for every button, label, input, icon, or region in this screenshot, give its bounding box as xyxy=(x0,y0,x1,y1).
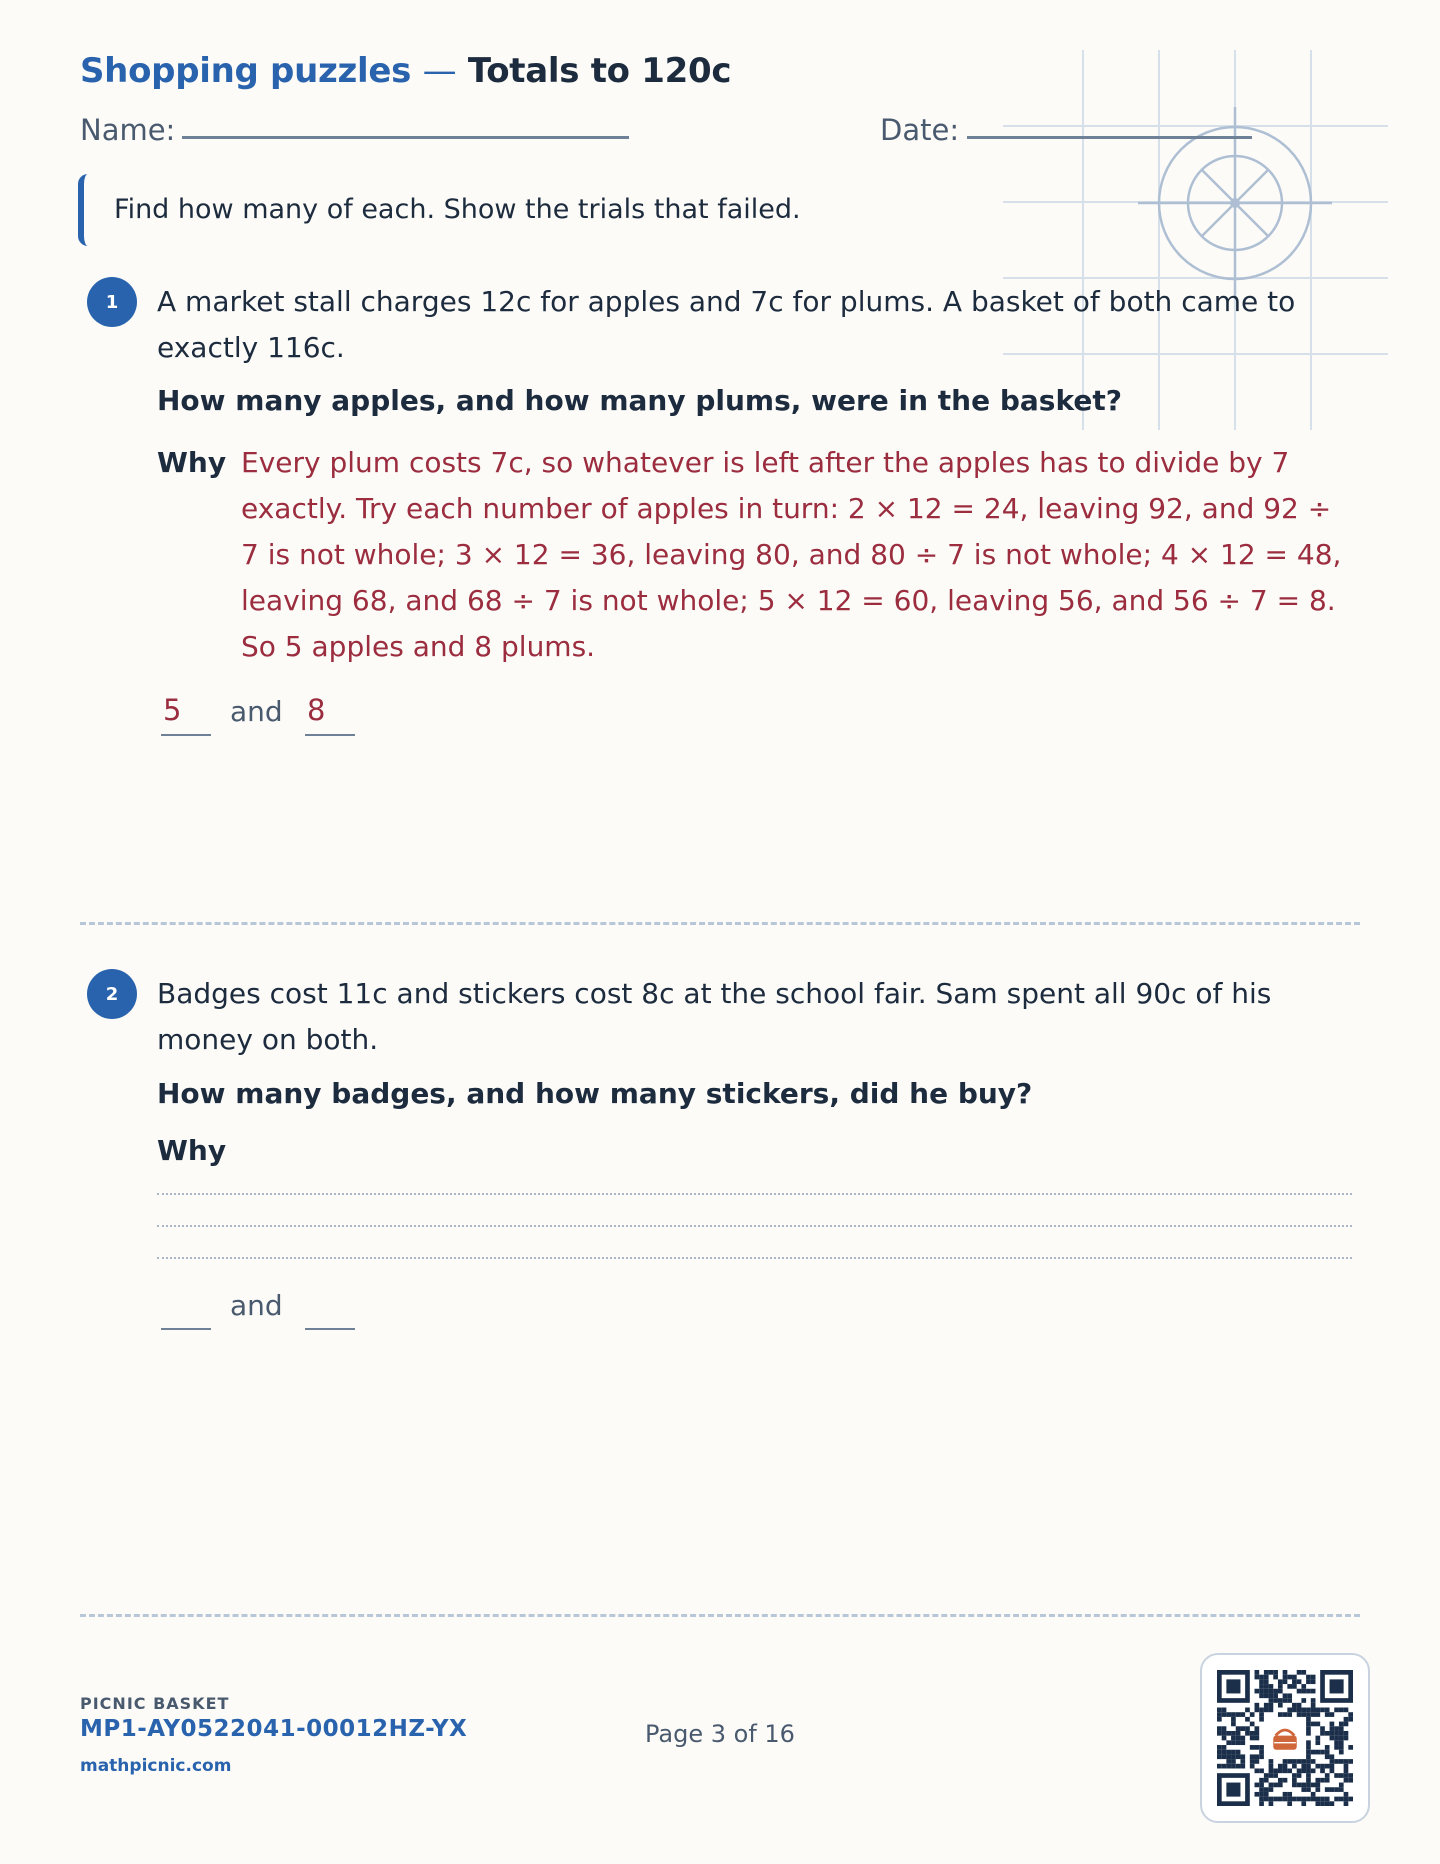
name-label: Name: xyxy=(80,113,176,147)
date-field[interactable] xyxy=(967,136,1252,139)
qr-code[interactable] xyxy=(1200,1653,1370,1823)
question-1-why-label: Why xyxy=(157,446,227,479)
question-divider xyxy=(80,922,1360,925)
writing-line[interactable] xyxy=(157,1193,1352,1195)
instruction-box xyxy=(78,174,844,246)
question-1-ask: How many apples, and how many plums, were in the basket? xyxy=(157,384,1122,417)
brand-name: PICNIC BASKET xyxy=(80,1694,230,1713)
instruction-text: Find how many of each. Show the trials that failed. xyxy=(114,194,801,225)
question-2-answer-2[interactable] xyxy=(305,1284,355,1330)
date-label: Date: xyxy=(880,113,960,147)
title-subtitle: Totals to 120c xyxy=(467,51,732,91)
question-1-why-text: Every plum costs 7c, so whatever is left after the apples has to divide by 7 exactly. Try each number of apples in turn: 2 × 12 = 24, leaving 92, and 92 ÷ 7 is not whole; 3 × 12 = 36, leaving 80, and 80 ÷ 7 is not whole; 4 × 12 = 48, leaving 68, and 68 ÷ 7 is not whole; 5 × 12 = 60, leaving 56, and 56 ÷ 7 = 8. So 5 apples and 8 plums. xyxy=(241,446,1342,663)
question-1-number: 1 xyxy=(87,277,137,327)
basket-icon xyxy=(1269,1722,1302,1755)
question-2-number: 2 xyxy=(87,969,137,1019)
page-number: Page 3 of 16 xyxy=(645,1720,795,1748)
writing-line[interactable] xyxy=(157,1225,1352,1227)
question-1-text: A market stall charges 12c for apples and 7c for plums. A basket of both came to exactly 116c. xyxy=(157,285,1296,364)
question-2-ask: How many badges, and how many stickers, did he buy? xyxy=(157,1077,1033,1110)
question-1-and: and xyxy=(230,695,283,728)
target-crosshair-icon xyxy=(1003,50,1388,435)
question-2-answer-1[interactable] xyxy=(161,1284,211,1330)
qr-code-icon xyxy=(1217,1670,1353,1806)
footer-divider xyxy=(80,1614,1360,1617)
writing-line[interactable] xyxy=(157,1257,1352,1259)
title-separator: — xyxy=(422,51,457,91)
site-link[interactable]: mathpicnic.com xyxy=(80,1756,232,1776)
title-main: Shopping puzzles xyxy=(80,51,412,91)
page-title xyxy=(80,48,731,94)
worksheet-code: MP1-AY0522041-00012HZ-YX xyxy=(80,1716,468,1742)
question-1-answer-1[interactable]: 5 xyxy=(161,690,211,736)
question-2-and: and xyxy=(230,1289,283,1322)
question-1-answer-2[interactable]: 8 xyxy=(305,690,355,736)
name-field[interactable] xyxy=(182,136,629,139)
question-2-why-label: Why xyxy=(157,1134,227,1167)
question-2-text: Badges cost 11c and stickers cost 8c at the school fair. Sam spent all 90c of his money on both. xyxy=(157,977,1272,1056)
